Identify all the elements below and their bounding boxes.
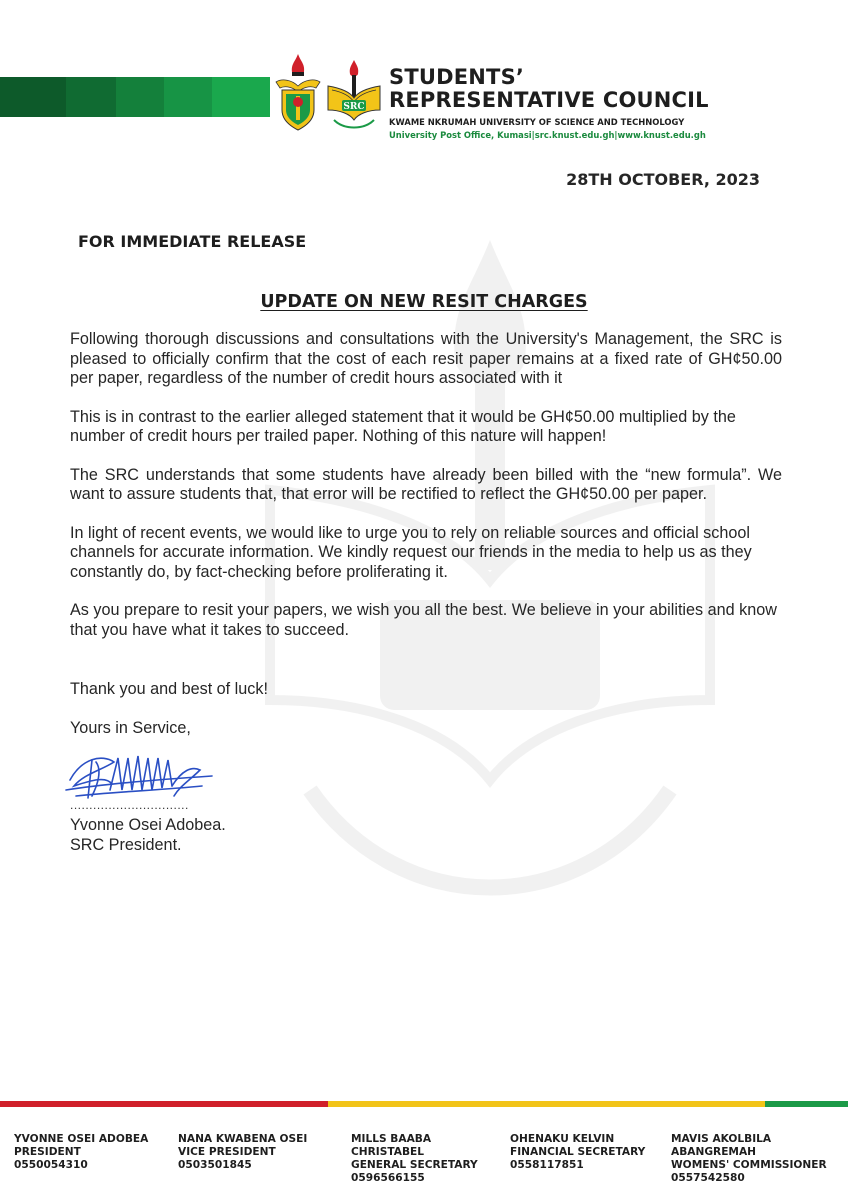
officer-name: OHENAKU KELVIN: [510, 1133, 615, 1145]
university-address: University Post Office, Kumasi|src.knust.edu.gh|www.knust.edu.gh: [389, 130, 706, 140]
signature-line: ...............................: [70, 798, 189, 812]
officer-financial-secretary: [510, 1133, 645, 1172]
officer-vice-president: [178, 1133, 307, 1172]
signatory-name: Yvonne Osei Adobea.: [70, 816, 226, 834]
officer-phone: 0550054310: [14, 1159, 88, 1171]
paragraph: As you prepare to resit your papers, we wish you all the best. We believe in your abilities and know that you have what it takes to succeed.: [70, 601, 777, 639]
officer-womens-commissioner: [671, 1133, 827, 1185]
footer-bar-yellow: [328, 1101, 765, 1107]
signatory-position: SRC President.: [70, 836, 182, 854]
letter-body: [70, 330, 782, 659]
paragraph: Following thorough discussions and consultations with the University's Management, the SRC is pleased to officially confirm that the cost of each resit paper remains at a fixed rate of GH¢50.00 per paper, regardless of the number of credit hours associated with it: [70, 330, 782, 387]
officer-phone: 0503501845: [178, 1159, 252, 1171]
organization-name: [389, 66, 709, 112]
paragraph: This is in contrast to the earlier alleged statement that it would be GH¢50.00 multiplied by the number of credit hours per trailed paper. Nothing of this nature will happen!: [70, 407, 736, 445]
paragraph: The SRC understands that some students have already been billed with the “new formula”. We want to assure students that, that error will be rectified to reflect the GH¢50.00 per paper.: [70, 465, 782, 503]
officer-role: GENERAL SECRETARY: [351, 1159, 478, 1171]
release-label: FOR IMMEDIATE RELEASE: [78, 232, 307, 251]
release-date: 28TH OCTOBER, 2023: [566, 170, 760, 189]
knust-crest-logo: [272, 52, 324, 132]
footer-bar-red: [0, 1101, 328, 1107]
officer-role: PRESIDENT: [14, 1146, 81, 1158]
officer-phone: 0558117851: [510, 1159, 584, 1171]
officer-name: YVONNE OSEI ADOBEA: [14, 1133, 149, 1145]
officer-name: MILLS BAABA: [351, 1133, 432, 1145]
closing-line: Thank you and best of luck!: [70, 680, 268, 698]
src-logo: [324, 58, 384, 132]
officer-name: NANA KWABENA OSEI: [178, 1133, 308, 1145]
organization-name-line2: REPRESENTATIVE COUNCIL: [389, 88, 709, 112]
officer-role: FINANCIAL SECRETARY: [510, 1146, 646, 1158]
footer-bar-green: [765, 1101, 848, 1107]
src-logo-text: SRC: [343, 102, 365, 112]
sign-off: Yours in Service,: [70, 719, 191, 737]
header-green-stripe: [0, 77, 270, 117]
signatory: [70, 815, 226, 855]
officer-name: ABANGREMAH: [671, 1146, 757, 1158]
officer-role: VICE PRESIDENT: [178, 1146, 276, 1158]
officer-general-secretary: [351, 1133, 478, 1185]
organization-name-line1: STUDENTS’: [389, 65, 525, 89]
officer-name: CHRISTABEL: [351, 1146, 425, 1158]
paragraph: In light of recent events, we would like to urge you to rely on reliable sources and official school channels for accurate information. We kindly request our friends in the media to help us as they constantly do, by fact-checking before proliferating it.: [70, 523, 752, 581]
university-name: KWAME NKRUMAH UNIVERSITY OF SCIENCE AND TECHNOLOGY: [389, 117, 685, 127]
document-title: UPDATE ON NEW RESIT CHARGES: [260, 292, 588, 312]
officer-name: MAVIS AKOLBILA: [671, 1133, 772, 1145]
officer-phone: 0557542580: [671, 1172, 745, 1184]
officer-president: [14, 1133, 148, 1172]
officer-phone: 0596566155: [351, 1172, 425, 1184]
officer-role: WOMENS' COMMISSIONER: [671, 1159, 827, 1171]
